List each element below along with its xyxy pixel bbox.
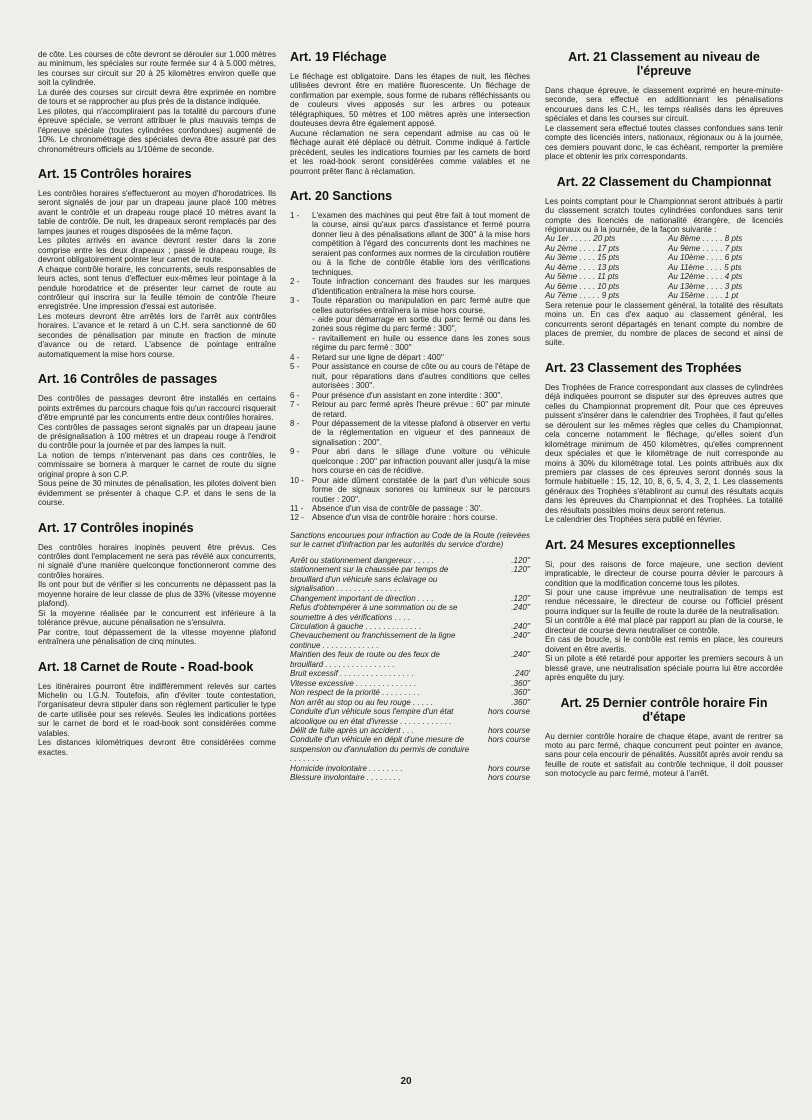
- penalty-label: Circulation à gauche . . . . . . . . . . . . .: [290, 622, 422, 632]
- sanction-text: Absence d'un visa de contrôle horaire : hors course.: [312, 513, 498, 523]
- art24-title: Art. 24 Mesures exceptionnelles: [545, 537, 736, 552]
- sanction-item: [290, 447, 530, 475]
- penalty-value: .120'': [511, 555, 530, 565]
- sanction-number: 3 -: [290, 296, 300, 306]
- penalty-label: Non respect de la priorité . . . . . . . . .: [290, 688, 421, 698]
- penalty-label: Maintien des feux de route ou des feux de brouillard . . . . . . . . . . . . . . . .: [290, 650, 440, 669]
- sanction-text: Pour aide dûment constatée de la part d'un véhicule sous forme de signaux sonores ou lumineux sur le parcours routier : 200''.: [312, 475, 530, 504]
- penalties-list: [290, 556, 530, 783]
- sanction-number: 5 -: [290, 362, 300, 372]
- art23-text: Des Trophées de France correspondant aux classes de cylindrées déjà indiquées pourront se disputer sur des épreuves autres que celles du Championnat proprement dit. Pour que ces épreuves puissent s'insérer dans le calendrier des Trophées, il faut qu'elles se déroulent sur les mêmes règles que celles du Championnat, cela concerne notamment le fléchage, qu'elles soient d'un kilométrage minimum de 450 kilomètres, qu'elles comprennent deux spéciales et que le kilométrage de nuit corresponde au moins à 30% du kilométrage total. Les points attribués aux dix premiers par classes de ces épreuves seront donnés sous la formule habituelle : 15, 12, 10, 8, 6, 5, 4, 3, 2, 1. Les classements généraux des Trophées s'établiront au cumul des résultats acquis dans les épreuves du Championnat et des Trophées. La totalité des résultats possibles moins deux seront retenus. Le calendrier des Trophées sera publié en février.: [545, 382, 783, 525]
- points-entry: Au 9ème . . . . . 7 pts: [668, 243, 743, 253]
- art23-title: Art. 23 Classement des Trophées: [545, 360, 742, 375]
- sanction-text: Pour dépassement de la vitesse plafond à observer en vertu de la réglementation en vigueur et des panneaux de signalisation : 200''.: [312, 418, 530, 447]
- art17-section: [38, 521, 276, 647]
- sanction-item: [290, 391, 530, 400]
- penalty-label: Blessure involontaire . . . . . . . .: [290, 773, 401, 783]
- penalty-value: .360'': [511, 688, 530, 698]
- art14-continuation: [38, 50, 276, 154]
- art16-section: [38, 372, 276, 507]
- penalty-value: .240'': [511, 622, 530, 632]
- sanction-text: Retour au parc fermé après l'heure prévue : 60'' par minute de retard.: [312, 400, 530, 419]
- penalty-row: [290, 631, 530, 650]
- art19-section: [290, 50, 530, 176]
- penalty-row: [290, 679, 530, 688]
- sanction-item: [290, 362, 530, 390]
- points-entry: Au 3ème . . . . 15 pts: [545, 253, 620, 263]
- sanction-item: [290, 400, 530, 419]
- art22-section: [545, 175, 783, 348]
- penalty-value: .120'': [511, 565, 530, 575]
- art24-text: Si, pour des raisons de force majeure, une section devient impraticable, le directeur de course pourra dévier le parcours à condition que la modification concerne tous les pilotes. Si pour une cause imprévue une neutralisation de temps est rendue nécessaire, le directeur de course ou l'officiel présent pourra indiquer sur la feuille de route la durée de la neutralisation. Si un contrôle a été mal placé par rapport au plan de la course, le directeur de course devra neutraliser ce contrôle. En cas de boucle, si le contrôle est remis en place, les coureurs doivent en être avertis. Si un pilote a été retardé pour apporter les premiers secours à un blessé grave, une neutralisation spéciale pourra lui être accordée après enquête du jury.: [545, 559, 783, 683]
- art16-title: Art. 16 Contrôles de passages: [38, 372, 218, 387]
- art22-text: Les points comptant pour le Championnat seront attribués à partir du classement scratch toutes cylindrées confondues sans tenir compte des licenciés de nationalité étrangère, de licenciés régionaux ou à la journée, de la façon suivante :: [545, 196, 783, 234]
- points-entry: Au 6ème . . . . 10 pts: [545, 281, 620, 291]
- sanction-text: Pour présence d'un assistant en zone interdite : 300''.: [312, 390, 503, 400]
- art21-section: [545, 50, 783, 162]
- penalty-row: [290, 773, 530, 782]
- column-left: [38, 50, 276, 770]
- art22-title: Art. 22 Classement du Championnat: [556, 174, 772, 189]
- art22-after: Sera retenue pour le classement général, la totalité des résultats moins un. En cas d'ex aaquo au classement général, les concurrents seront départagés en tenant compte du nombre de places de premier, du nombre de places de second et ainsi de suite.: [545, 300, 783, 348]
- sanction-number: 2 -: [290, 277, 300, 287]
- sanction-number: 6 -: [290, 390, 300, 400]
- art14-text: de côte. Les courses de côte devront se dérouler sur 1.000 mètres au minimum, les spéciales sur route fermée sur 4 à 5.000 mètres, les courses sur circuit sur 20 à 25 kilomètres environ quelle que soit la cylindrée. La durée des courses sur circuit devra être exprimée en nombre de tours et se rapprocher au plus près de la distance indiquée. Les pilotes, qui n'accompliraient pas la totalité du parcours d'une épreuve spéciale, se verront attribuer le plus mauvais temps de l'épreuve spéciale (toutes cylindrées confondues) augmenté de 10%. Le chronométrage des spéciales devra être assuré par des chronométreurs officiels au 1/10ème de seconde.: [38, 50, 276, 154]
- penalty-label: Vitesse excessive . . . . . . . . . . . . . .: [290, 678, 417, 688]
- points-entry: Au 2ème . . . . 17 pts: [545, 243, 620, 253]
- penalty-value: hors course: [487, 773, 530, 783]
- sanction-item: [290, 277, 530, 296]
- points-entry: Au 7ème . . . . . 9 pts: [545, 291, 620, 301]
- art15-section: [38, 167, 276, 359]
- sanctions-list: [290, 211, 530, 523]
- penalty-value: .240'': [511, 650, 530, 660]
- penalty-row: [290, 622, 530, 631]
- penalties-heading: Sanctions encourues pour infraction au Code de la Route (relevées sur le carnet d'infraction par les autorités du service d'ordre): [290, 530, 530, 550]
- penalty-label: Bruit excessif . . . . . . . . . . . . . . . . .: [290, 669, 414, 679]
- sanction-number: 11 -: [290, 504, 304, 514]
- sanction-item: [290, 419, 530, 447]
- penalty-label: Refus d'obtempérer à une sommation ou de se soumettre à des vérifications . . . .: [290, 603, 458, 622]
- penalty-value: .240'': [511, 631, 530, 641]
- art20-title: Art. 20 Sanctions: [290, 188, 393, 203]
- sanction-text: Retard sur une ligne de départ : 400'': [312, 352, 444, 362]
- art17-text: Des contrôles horaires inopinés peuvent être prévus. Ces contrôles dont l'emplacement ne sera pas révélé aux concurrents, ni signalé d'une manière quelconque fonctionneront comme des contrôles horaires. Ils ont pour but de vérifier si les concurrents ne dépassent pas la moyenne horaire de leur classe de plus de 33% (vitesse moyenne plafond). Si la moyenne réalisée par le concurrent est inférieure à la tolérance prévue, aucune pénalisation ne s'ensuivra. Par contre, tout dépassement de la vitesse moyenne plafond entraînera une pénalisation de cinq minutes.: [38, 542, 276, 647]
- column-right: [545, 50, 783, 792]
- points-entry: Au 12ème . . . . 4 pts: [668, 272, 743, 282]
- art24-section: [545, 538, 783, 683]
- penalty-row: [290, 707, 530, 726]
- points-entry: Au 4ème . . . . 13 pts: [545, 262, 620, 272]
- points-entry: Au 1er . . . . . 20 pts: [545, 234, 616, 244]
- points-entry: Au 15ème . . . . 1 pt: [668, 291, 739, 301]
- sanction-number: 10 -: [290, 475, 304, 485]
- penalty-label: Homicide involontaire . . . . . . . .: [290, 763, 403, 773]
- penalty-row: [290, 669, 530, 678]
- points-entry: Au 10ème . . . . 6 pts: [668, 253, 743, 263]
- sanction-number: 1 -: [290, 210, 300, 220]
- art16-text: Des contrôles de passages devront être installés en certains points extrêmes du parcours chaque fois qu'un raccourci risquerait d'être emprunté par les concurrents entre deux contrôles horaires. Ces contrôles de passages seront signalés par un drapeau jaune de présignalisation à 100 mètres et un drapeau rouge à l'endroit du contrôle pour la journée et par des lampes la nuit. La notion de temps n'intervenant pas dans ces contrôles, le commissaire se bornera à marquer le carnet de route du signe original propre à son C.P. Sous peine de 30 minutes de pénalisation, les pilotes doivent bien évidemment se présenter à chaque C.P. et dans le sens de la course.: [38, 394, 276, 508]
- penalty-label: Non arrêt au stop ou au feu rouge . . . . .: [290, 697, 434, 707]
- sanction-item: [290, 296, 530, 353]
- sanction-item: [290, 353, 530, 362]
- penalty-label: stationnement sur la chaussée par temps de brouillard d'un véhicule sans éclairage ou signalisation . . . . . . . . . . . . . . .: [290, 565, 449, 594]
- art17-title: Art. 17 Contrôles inopinés: [38, 520, 194, 535]
- sanction-text: Toute réparation ou manipulation en parc fermé autre que celles autorisées entraînera la mise hors course, - aide pour démarrage en sortie du parc fermé ou dans les zones sous régime du parc fermé : 300'', - ravitaillement en huile ou essence dans les zones sous régime du parc fermé : 300'': [312, 296, 530, 353]
- penalty-row: [290, 650, 530, 669]
- art15-text: Les contrôles horaires s'effectueront au moyen d'horodatrices. Ils seront signalés de jour par un drapeau jaune placé 100 mètres avant le contrôle et un drapeau rouge placé 10 mètres avant la table de contrôle. De nuit, les drapeaux seront remplacés par des lampes jaunes et rouges disposées de la même façon. Les pilotes arrivés en avance devront rester dans la zone comprise entre les deux drapeaux ; passé le drapeau rouge, ils devront obligatoirement pointer leur carnet de route. A chaque contrôle horaire, les concurrents, seuls responsables de leurs actes, sont tenus d'effectuer eux-mêmes leur pointage à la pendule horodatrice et de présenter leur carnet de route au contrôleur qui inscrira sur la feuille témoin de contrôle l'heure enregistrée. Une impression d'essai est autorisée. Les moteurs devront être arrêtés lors de l'arrêt aux contrôles horaires. L'avance et le retard à un C.H. sera sanctionné de 60 secondes de pénalisation par minute en fraction de minute d'avance ou de retard. L'absence de pointage entraîne automatiquement la mise hors course.: [38, 188, 276, 359]
- penalty-value: .240': [512, 669, 530, 679]
- penalty-value: hors course: [487, 763, 530, 773]
- sanction-item: [290, 504, 530, 513]
- sanction-text: Toute infraction concernant des fraudes sur les marques d'identification entraînera la mise hors course.: [312, 277, 530, 296]
- points-entry: Au 5ème . . . . 11 pts: [545, 272, 619, 282]
- art15-title: Art. 15 Contrôles horaires: [38, 166, 192, 181]
- penalty-value: hors course: [487, 735, 530, 745]
- penalty-row: [290, 698, 530, 707]
- points-entry: Au 11ème . . . . 5 pts: [668, 262, 742, 272]
- page-number: 20: [400, 1076, 412, 1087]
- penalty-value: .120'': [511, 593, 530, 603]
- art19-title: Art. 19 Fléchage: [290, 50, 387, 64]
- penalty-row: [290, 764, 530, 773]
- sanction-item: [290, 211, 530, 277]
- penalty-row: [290, 603, 530, 622]
- sanction-number: 8 -: [290, 418, 300, 428]
- sanction-item: [290, 476, 530, 504]
- sanction-number: 12 -: [290, 513, 304, 523]
- penalty-row: [290, 735, 530, 763]
- penalty-label: Conduite d'un véhicule en dépit d'une mesure de suspension ou d'annulation du permis de conduire . . . . . . .: [290, 735, 470, 764]
- points-entry: Au 8ème . . . . . 8 pts: [668, 234, 743, 244]
- points-entry: Au 13ème . . . . 3 pts: [668, 281, 743, 291]
- art20-section: [290, 189, 530, 783]
- sanction-text: L'examen des machines qui peut être fait à tout moment de la course, ainsi qu'aux parcs d'assistance et fermé pourra donner lieu à des pénalisations allant de 300'' à la mise hors compétition à l'égard des concurrents dont les machines ne seraient pas conformes aux normes de la circulation routière ou à la fiche de contrôle établie lors des vérifications techniques.: [312, 210, 530, 277]
- penalty-label: Conduite d'un véhicule sous l'empire d'un état alcoolique ou en état d'ivresse . . . . . . . . . . . .: [290, 707, 454, 726]
- art25-title: Art. 25 Dernier contrôle horaire Fin d'étape: [560, 695, 768, 724]
- column-middle: [290, 50, 530, 796]
- penalty-row: [290, 688, 530, 697]
- art25-section: [545, 696, 783, 779]
- sanction-number: 4 -: [290, 352, 300, 362]
- penalty-row: [290, 556, 530, 565]
- penalty-value: hors course: [487, 707, 530, 717]
- penalty-value: .360'': [511, 697, 530, 707]
- art19-text: Le fléchage est obligatoire. Dans les étapes de nuit, les flèches utilisées devront être en matière fluorescente. Un fléchage de confirmation par exemple, sous forme de rubans réfléchissants ou de couleurs vives apposés sur les arbres ou poteaux télégraphiques, 50 mètres et 100 mètres après une intersection douteuses devra être également apposé. Aucune réclamation ne sera cependant admise au cas où le fléchage aurait été déplacé ou détruit. Comme indiqué à l'article précédent, seules les indications fournies par les carnets de bord et les road-book seront considérées comme valables et ne pourront prêter flanc à réclamation.: [290, 72, 530, 176]
- art18-text: Les itinéraires pourront être indifféremment relevés sur cartes Michelin ou I.G.N. Toutefois, afin d'éviter toute contestation, l'organisateur devra stipuler dans son règlement particulier le type de carte utilisée pour ses relevés. Seules les indications portées sur le carnet de bord et le road-book sont considérées comme valables. Les distances kilométriques devront être considérées comme exactes.: [38, 681, 276, 757]
- penalty-label: Chevauchement ou franchissement de la ligne continue . . . . . . . . . . . . .: [290, 631, 456, 650]
- sanction-number: 9 -: [290, 447, 300, 457]
- penalty-label: Délit de fuite après un accident . . .: [290, 726, 414, 735]
- art21-text: Dans chaque épreuve, le classement exprimé en heure-minute-seconde, sera effectué en additionnant les pénalisations encourues dans les C.H., les temps réalisés dans les épreuves spéciales et dans les courses sur circuit. Le classement sera effectué toutes classes confondues sans tenir compte des licenciés inters, nationaux, régionaux ou à la journée, ces derniers pouvant donc, le cas échéant, remporter la première place et obtenir les prix correspondants.: [545, 86, 783, 162]
- penalty-value: .360'': [511, 678, 530, 688]
- penalty-row: [290, 594, 530, 603]
- art23-section: [545, 361, 783, 525]
- art18-section: [38, 660, 276, 758]
- penalty-row: [290, 565, 530, 593]
- sanction-text: Absence d'un visa de contrôle de passage : 30'.: [312, 504, 483, 514]
- penalty-value: .240'': [511, 603, 530, 613]
- sanction-number: 7 -: [290, 400, 300, 410]
- penalty-label: Arrêt ou stationnement dangereux . . . . .: [290, 555, 435, 565]
- art21-title: Art. 21 Classement au niveau de l'épreuve: [568, 50, 760, 78]
- penalty-label: Changement important de direction . . . .: [290, 593, 434, 603]
- art18-title: Art. 18 Carnet de Route - Road-book: [38, 659, 254, 674]
- penalty-value: hors course: [487, 726, 530, 735]
- sanction-item: [290, 513, 530, 522]
- art25-text: Au dernier contrôle horaire de chaque étape, avant de rentrer sa moto au parc fermé, chaque concurrent peut pointer en avance, sans pour cela encourir de pénalités. Aussitôt après avoir rendu sa feuille de route et satisfait au contrôle technique, il doit pousser son motocycle au parc fermé, moteur à l'arrêt.: [545, 731, 783, 779]
- points-table: [545, 234, 783, 300]
- sanction-text: Pour assistance en course de côte ou au cours de l'étape de nuit, pour réparations dans d'autres conditions que celles autorisées : 300''.: [312, 362, 530, 391]
- sanction-text: Pour abri dans le sillage d'une voiture ou véhicule quelconque : 200'' par infraction pouvant aller jusqu'à la mise hors course en cas de récidive.: [312, 447, 530, 476]
- penalty-row: [290, 726, 530, 735]
